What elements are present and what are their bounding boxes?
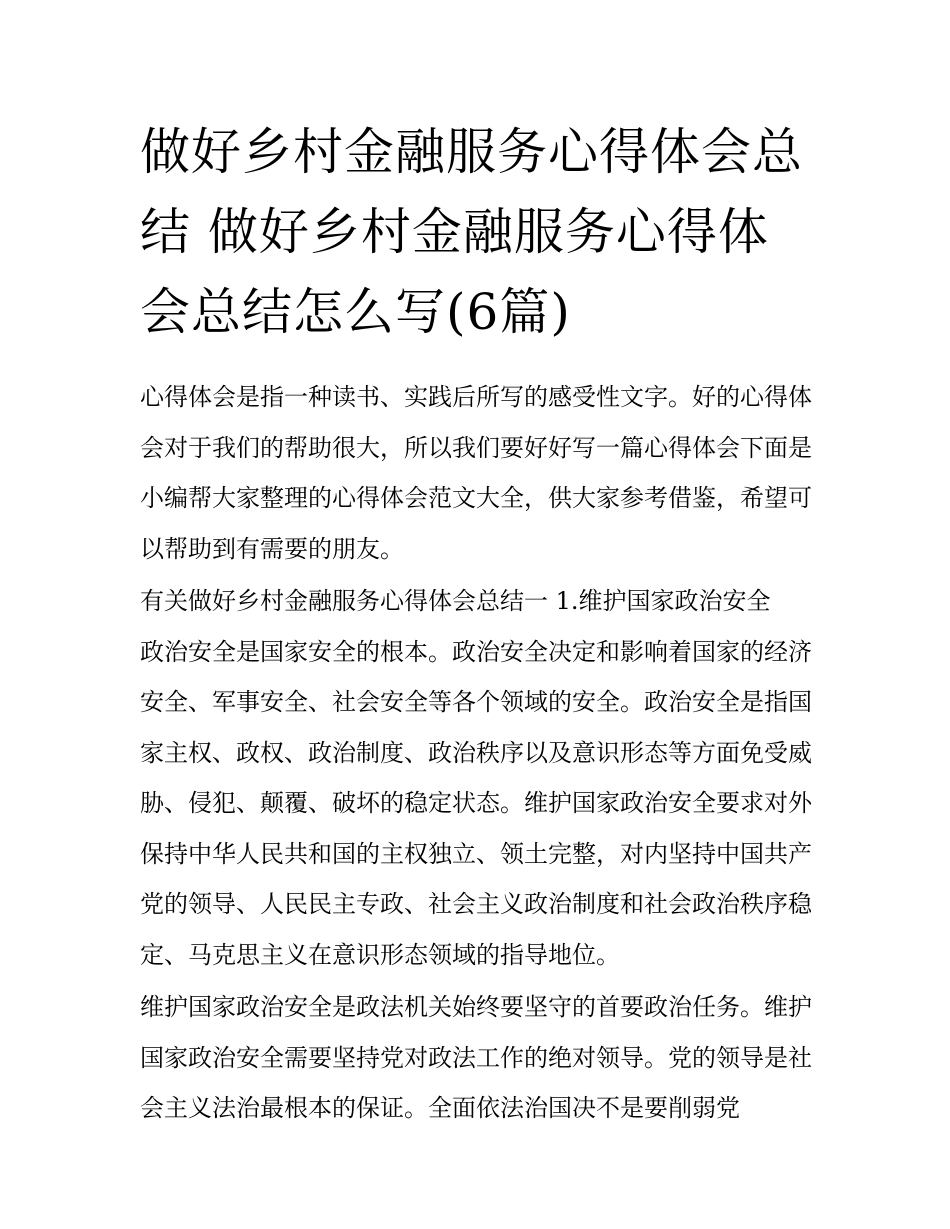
body-paragraph: 政治安全是国家安全的根本。政治安全决定和影响着国家的经济安全、军事安全、社会安全等各个领域的安全。政治安全是指国家主权、政权、政治制度、政治秩序以及意识形态等方面免受威胁、侵犯、颠覆、破坏的稳定状态。维护国家政治安全要求对外保持中华人民共和国的主权独立、领土完整，对内坚持中国共产党的领导、人民民主专政、社会主义政治制度和社会政治秩序稳定、马克思主义在意识形态领域的指导地位。 <box>140 637 812 969</box>
section-heading: 有关做好乡村金融服务心得体会总结一 1.维护国家政治安全 <box>140 587 771 615</box>
body-paragraph: 维护国家政治安全是政法机关始终要坚守的首要政治任务。维护国家政治安全需要坚持党对政法工作的绝对领导。党的领导是社会主义法治最根本的保证。全面依法治国决不是要削弱党 <box>140 993 812 1122</box>
document-page <box>140 112 812 1136</box>
document-title: 做好乡村金融服务心得体会总结 做好乡村金融服务心得体会总结怎么写(6篇) <box>140 123 803 341</box>
intro-paragraph: 心得体会是指一种读书、实践后所写的感受性文字。好的心得体会对于我们的帮助很大，所以我们要好好写一篇心得体会下面是小编帮大家整理的心得体会范文大全，供大家参考借鉴，希望可以帮助到有需要的朋友。 <box>140 383 812 563</box>
